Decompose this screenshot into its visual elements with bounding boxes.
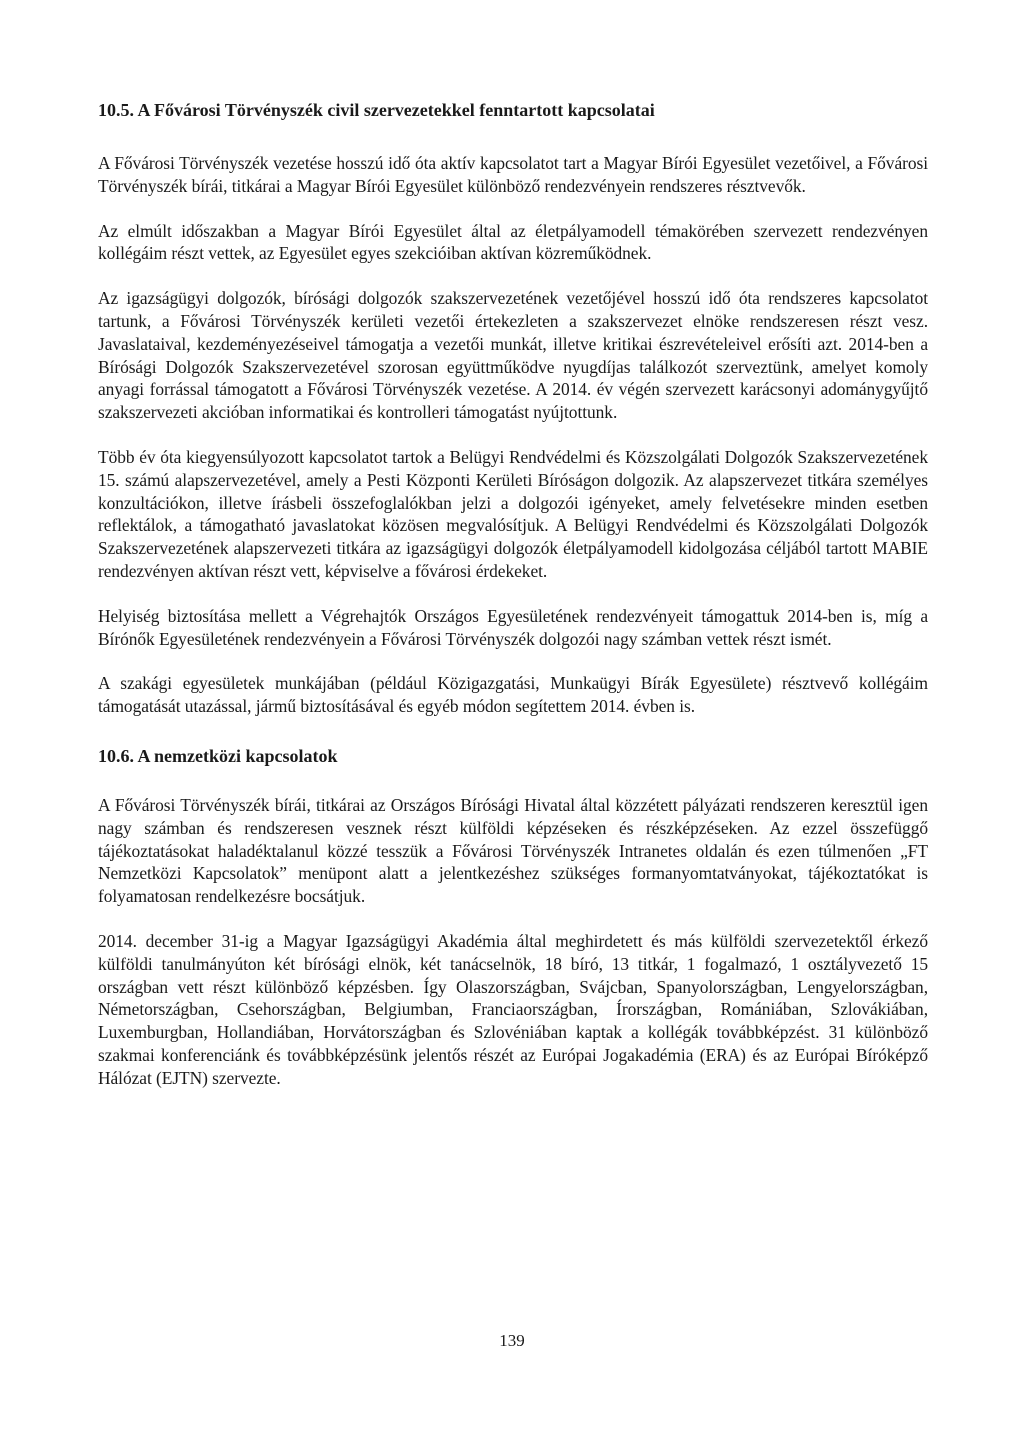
paragraph: Az elmúlt időszakban a Magyar Bírói Egyesület által az életpályamodell témakörében szervezett rendezvényen kollégáim részt vettek, az Egyesület egyes szekcióiban aktívan közreműködnek. [98, 220, 928, 264]
section-heading-civil: 10.5. A Fővárosi Törvényszék civil szervezetekkel fenntartott kapcsolatai [98, 100, 655, 120]
paragraph: Az igazságügyi dolgozók, bírósági dolgozók szakszervezetének vezetőjével hosszú idő óta rendszeres kapcsolatot tartunk, a Fővárosi Törvényszék kerületi vezetői értekezleten a szakszervezet elnöke rendszeresen részt vesz. Javaslataival, kezdeményezéseivel támogatja a vezetői munkát, illetve kritikai észrevételeivel erősíti azt. 2014-ben a Bírósági Dolgozók Szakszervezetével szorosan együttműködve nyugdíjas találkozót szerveztünk, amelyet komoly anyagi forrással támogatott a Fővárosi Törvényszék vezetése. A 2014. év végén szervezett karácsonyi adománygyűjtő szakszervezeti akcióban informatikai és kontrolleri támogatást nyújtottunk. [98, 288, 928, 423]
page-number: 139 [499, 1331, 525, 1350]
paragraph: Több év óta kiegyensúlyozott kapcsolatot tartok a Belügyi Rendvédelmi és Közszolgálati Dolgozók Szakszervezetének 15. számú alapszervezetével, amely a Pesti Központi Kerületi Bíróságon dolgozik. Az alapszervezet titkára személyes konzultációkon, illetve írásbeli összefoglalókban jelzi a dolgozói igényeket, amely felvetésekre minden esetben reflektálok, a támogatható javaslatokat közösen megvalósítjuk. A Belügyi Rendvédelmi és Közszolgálati Dolgozók Szakszervezetének alapszervezeti titkára az igazságügyi dolgozók életpályamodell kidolgozása céljából tartott MABIE rendezvényen aktívan részt vett, képviselve a fővárosi érdekeket. [98, 446, 928, 581]
paragraph: A Fővárosi Törvényszék vezetése hosszú idő óta aktív kapcsolatot tart a Magyar Bírói Egyesület vezetőivel, a Fővárosi Törvényszék bírái, titkárai a Magyar Bírói Egyesület különböző rendezvényein rendszeres résztvevők. [98, 153, 928, 196]
section-heading-international: 10.6. A nemzetközi kapcsolatok [98, 745, 338, 766]
paragraph: A szakági egyesületek munkájában (például Közigazgatási, Munkaügyi Bírák Egyesülete) résztvevő kollégáim támogatását utazással, jármű biztosításával és egyéb módon segítettem 2014. évben is. [98, 673, 928, 717]
paragraph: 2014. december 31-ig a Magyar Igazságügyi Akadémia által meghirdetett és más külföldi szervezetektől érkező külföldi tanulmányúton két bírósági elnök, két tanácselnök, 18 bíró, 13 titkár, 1 fogalmazó, 1 osztályvezető 15 országban vett részt különböző képzésben. Így Olaszországban, Svájcban, Spanyolországban, Lengyelországban, Németországban, Csehországban, Belgiumban, Franciaországban, Írországban, Romániában, Szlovákiában, Luxemburgban, Hollandiában, Horvátországban és Szlovéniában kaptak a kollégák továbbképzést. 31 különböző szakmai konferenciánk és továbbképzésünk jelentős részét az Európai Jogakadémia (ERA) és az Európai Bíróképző Hálózat (EJTN) szervezte. [98, 930, 928, 1088]
document-page [98, 98, 928, 1112]
paragraph: A Fővárosi Törvényszék bírái, titkárai az Országos Bírósági Hivatal által közzétett pályázati rendszeren keresztül igen nagy számban és rendszeresen vesznek részt külföldi képzéseken és részképzéseken. Az ezzel összefüggő tájékoztatásokat haladéktalanul közzé tesszük a Fővárosi Törvényszék Intranetes oldalán és ezen túlmenően „FT Nemzetközi Kapcsolatok” menüpont alatt a jelentkezéshez szükséges formanyomtatványokat, tájékoztatókat is folyamatosan rendelkezésre bocsátjuk. [98, 794, 928, 907]
paragraph: Helyiség biztosítása mellett a Végrehajtók Országos Egyesületének rendezvényeit támogattuk 2014-ben is, míg a Bírónők Egyesületének rendezvényein a Fővárosi Törvényszék dolgozói nagy számban vettek részt ismét. [98, 605, 928, 649]
